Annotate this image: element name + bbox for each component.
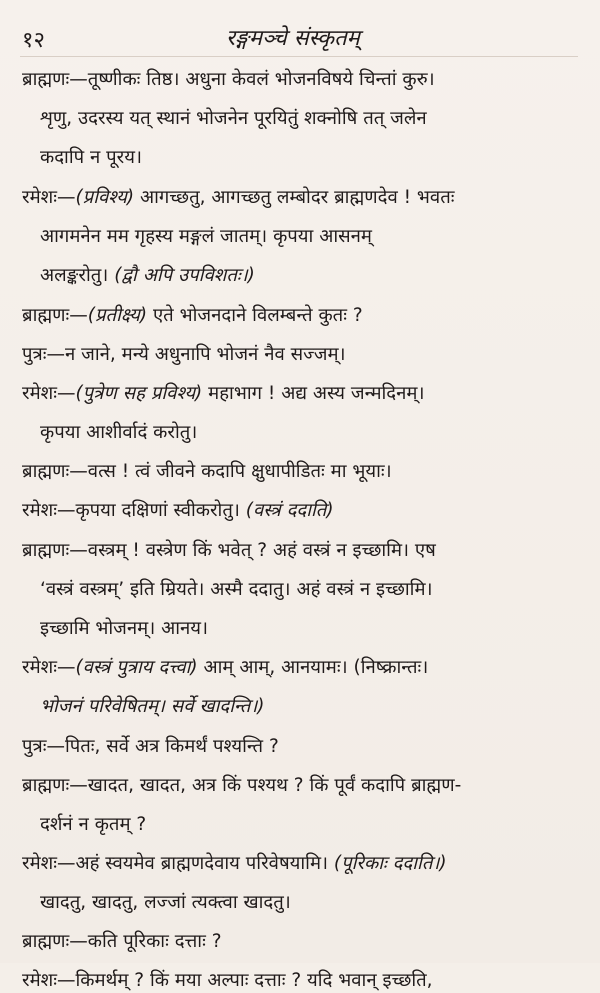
text-line [22, 68, 435, 92]
text-line [22, 460, 392, 484]
line-text: एते भोजनदाने विलम्बन्ते कुतः ? [147, 305, 363, 326]
line-text: कदापि न पूरय। [40, 147, 142, 168]
text-line [40, 421, 197, 445]
line-text: आम् आम्, आनयामः। (निष्क्रान्तः। [197, 657, 429, 678]
line-text: रमेशः— [22, 657, 76, 678]
line-text: ब्राह्मणः— [22, 305, 88, 326]
stage-direction: भोजनं परिवेषितम्। सर्वे खादन्ति।) [40, 696, 265, 717]
line-text: पुत्रः—न जाने, मन्ये अधुनापि भोजनं नैव सज्जम्। [22, 344, 346, 365]
line-text: ब्राह्मणः—खादत, खादत, अत्र किं पश्यथ ? किं पूर्वं कदापि ब्राह्मण- [22, 775, 462, 796]
stage-direction: (पुत्रेण सह प्रविश्य) [75, 383, 203, 404]
line-text: ब्राह्मणः—वत्स ! त्वं जीवने कदापि क्षुधापीडितः मा भूयाः। [22, 461, 392, 482]
line-text: रमेशः— [22, 187, 76, 208]
line-text: पुत्रः—पितः, सर्वे अत्र किमर्थं पश्यन्ति ? [22, 736, 279, 757]
line-text: दर्शनं न कृतम् ? [40, 814, 147, 835]
text-line [40, 107, 427, 131]
text-line [22, 774, 461, 798]
text-line [22, 969, 433, 993]
stage-direction: (वस्त्रं पुत्राय दत्त्वा) [75, 657, 198, 678]
line-text: रमेशः— [22, 383, 76, 404]
stage-direction: (पूरिकाः ददाति।) [333, 853, 447, 874]
line-text: रमेशः—अहं स्वयमेव ब्राह्मणदेवाय परिवेषयामि। [22, 853, 334, 874]
text-line [40, 891, 291, 915]
text-line [40, 146, 142, 170]
line-text: शृणु, उदरस्य यत् स्थानं भोजनेन पूरयितुं शक्नोषि तत् जलेन [40, 108, 427, 129]
text-line [22, 186, 455, 210]
line-text: ब्राह्मणः—तूष्णीकः तिष्ठ। अधुना केवलं भोजनविषये चिन्तां कुरु। [22, 69, 435, 90]
line-text: ब्राह्मणः—कति पूरिकाः दत्ताः ? [22, 931, 222, 952]
stage-direction: (प्रविश्य) [75, 187, 135, 208]
text-line [22, 382, 424, 406]
line-text: कृपया आशीर्वादं करोतु। [40, 422, 198, 443]
line-text: इच्छामि भोजनम्। आनय। [40, 618, 209, 639]
text-line [22, 343, 346, 367]
page-header [0, 14, 600, 54]
stage-direction: (वस्त्रं ददाति) [245, 500, 334, 521]
text-line [40, 695, 265, 719]
text-line [40, 617, 208, 641]
stage-direction: (द्वौ अपि उपविशतः।) [114, 265, 255, 286]
text-line [22, 656, 428, 680]
text-line [40, 813, 146, 837]
page-number: १२ [22, 28, 45, 53]
text-line [22, 930, 222, 954]
text-line [40, 225, 372, 249]
line-text: रमेशः—कृपया दक्षिणां स्वीकरोतु। [22, 500, 246, 521]
line-text: रमेशः—किमर्थम् ? किं मया अल्पाः दत्ताः ? यदि भवान् इच्छति, [22, 970, 433, 991]
line-text: आगच्छतु, आगच्छतु लम्बोदर ब्राह्मणदेव ! भवतः [134, 187, 455, 208]
line-text: अलङ्करोतु। [40, 265, 115, 286]
line-text: आगमनेन मम गृहस्य मङ्गलं जातम्। कृपया आसनम् [40, 226, 372, 247]
line-text: महाभाग ! अद्य अस्य जन्मदिनम्। [202, 383, 425, 404]
text-line [22, 735, 279, 759]
header-rule [20, 56, 578, 57]
text-line [22, 499, 334, 523]
text-line [22, 852, 447, 876]
text-line [40, 264, 255, 288]
running-title: रङ्गमञ्चे संस्कृतम् [226, 26, 360, 51]
stage-direction: (प्रतीक्ष्य) [87, 305, 148, 326]
line-text: ब्राह्मणः—वस्त्रम् ! वस्त्रेण किं भवेत् ? अहं वस्त्रं न इच्छामि। एष [22, 540, 436, 561]
line-text: ‘वस्त्रं वस्त्रम्’ इति म्रियते। अस्मै ददातु। अहं वस्त्रं न इच्छामि। [40, 579, 433, 600]
text-line [22, 304, 363, 328]
line-text: खादतु, खादतु, लज्जां त्यक्त्वा खादतु। [40, 892, 291, 913]
text-line [40, 578, 433, 602]
text-line [22, 539, 436, 563]
